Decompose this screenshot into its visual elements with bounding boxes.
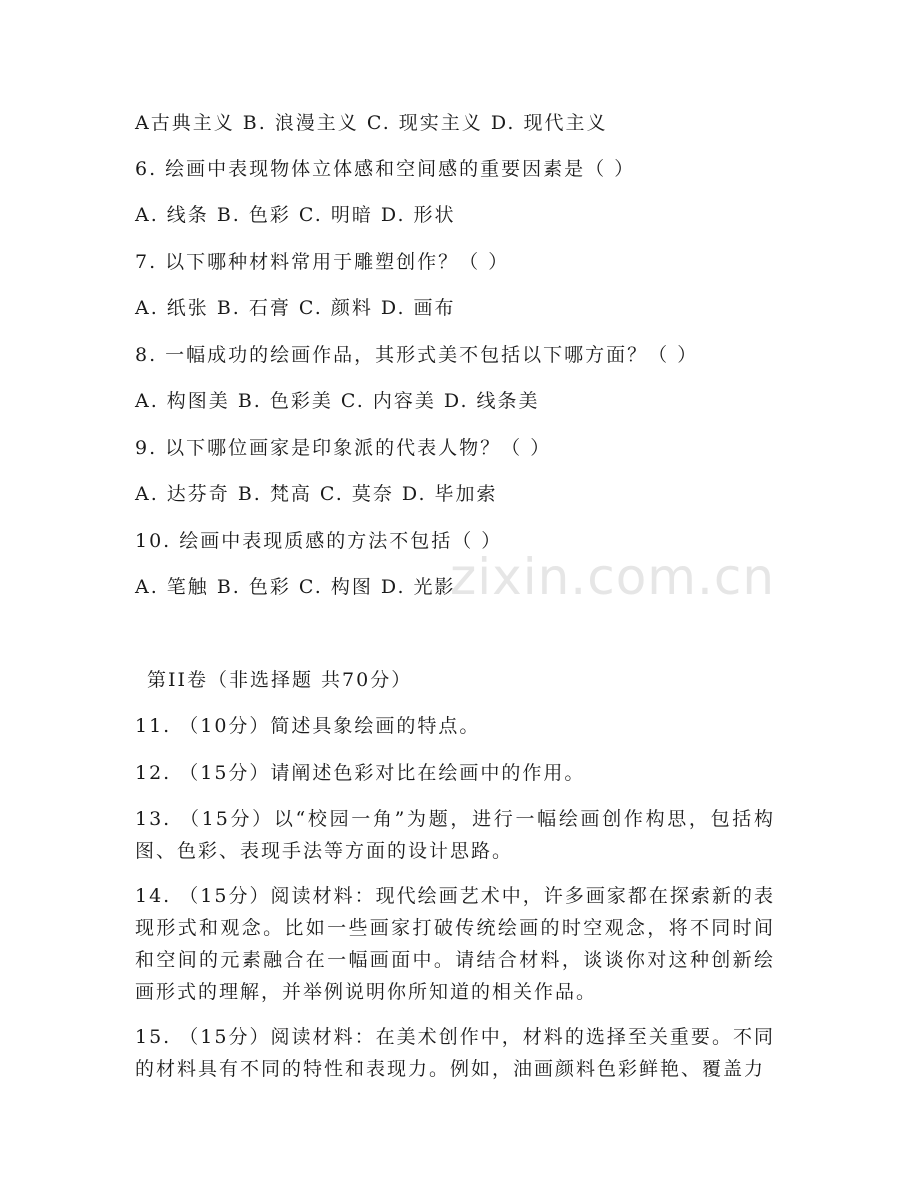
q7-options: A. 纸张 B. 石膏 C. 颜料 D. 画布 xyxy=(135,297,456,319)
watermark: zixin.com.cn xyxy=(450,548,776,606)
section-title: 第II卷（非选择题 共70分） xyxy=(147,669,413,691)
q6-stem: 6. 绘画中表现物体立体感和空间感的重要因素是（ ） xyxy=(135,158,636,180)
q9-stem: 9. 以下哪位画家是印象派的代表人物？（ ） xyxy=(135,437,552,459)
question-14: 14. （15分）阅读材料：现代绘画艺术中，许多画家都在探索新的表现形式和观念。比如一些画家打破传统绘画的时空观念，将不同时间和空间的元素融合在一幅画面中。请结合材料，谈谈你对这种创新绘画形式的理解，并举例说明你所知道的相关作品。 xyxy=(135,885,775,1003)
q9-options: A. 达芬奇 B. 梵高 C. 莫奈 D. 毕加索 xyxy=(135,483,498,505)
q8-options: A. 构图美 B. 色彩美 C. 内容美 D. 线条美 xyxy=(135,390,540,412)
q10-options: A. 笔触 B. 色彩 C. 构图 D. 光影 xyxy=(135,576,456,598)
q8-stem: 8. 一幅成功的绘画作品，其形式美不包括以下哪方面？（ ） xyxy=(135,344,699,366)
question-13: 13. （15分）以“校园一角”为题，进行一幅绘画创作构思，包括构图、色彩、表现手法等方面的设计思路。 xyxy=(135,808,775,862)
q6-options: A. 线条 B. 色彩 C. 明暗 D. 形状 xyxy=(135,204,456,226)
q5-options: A古典主义 B. 浪漫主义 C. 现实主义 D. 现代主义 xyxy=(135,112,608,134)
q7-stem: 7. 以下哪种材料常用于雕塑创作？（ ） xyxy=(135,251,510,273)
question-12: 12. （15分）请阐述色彩对比在绘画中的作用。 xyxy=(135,762,586,784)
question-15: 15. （15分）阅读材料：在美术创作中，材料的选择至关重要。不同的材料具有不同的特性和表现力。例如，油画颜料色彩鲜艳、覆盖力 xyxy=(135,1026,775,1080)
q10-stem: 10. 绘画中表现质感的方法不包括（ ） xyxy=(135,530,503,552)
question-11: 11. （10分）简述具象绘画的特点。 xyxy=(135,715,481,737)
